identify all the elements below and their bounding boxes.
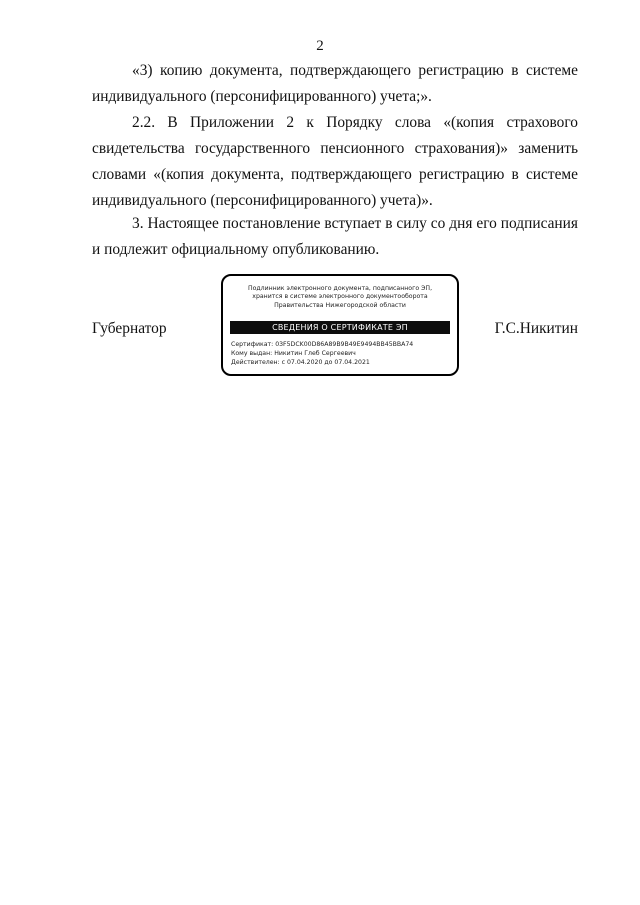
stamp-certificate-bar: СВЕДЕНИЯ О СЕРТИФИКАТЕ ЭП — [230, 321, 450, 334]
signatory-title: Губернатор — [92, 320, 167, 337]
certificate-row — [231, 341, 413, 350]
stamp-header-line-2: хранится в системе электронного документооборота — [252, 293, 428, 301]
paragraph-2-text: 2.2. В Приложении 2 к Порядку слова «(копия страхового свидетельства государственного пенсионного страхования)» заменить словами «(копия документа, подтверждающего регистрацию в системе индивидуального (персонифицированного) учета)». — [92, 114, 578, 209]
paragraph-1-text: «3) копию документа, подтверждающего регистрацию в системе индивидуального (персонифицированного) учета;». — [92, 62, 578, 105]
electronic-signature-stamp — [221, 274, 459, 376]
issued-to-value: Никитин Глеб Сергеевич — [274, 349, 356, 357]
paragraph-1 — [92, 58, 578, 110]
certificate-value: 03F5DCK00D86A89B9B49E9494BB45BBA74 — [275, 341, 414, 348]
stamp-header-line-1: Подлинник электронного документа, подписанного ЭП, — [247, 285, 433, 292]
certificate-label: Сертификат: — [231, 341, 274, 348]
stamp-header-line-3: Правительства Нижегородской области — [274, 301, 406, 309]
page-number: 2 — [316, 38, 324, 54]
stamp-header — [223, 285, 457, 310]
valid-value: с 07.04.2020 до 07.04.2021 — [281, 358, 370, 366]
stamp-certificate-info — [231, 341, 413, 367]
valid-label: Действителен: — [231, 358, 280, 366]
signatory-name: Г.С.Никитин — [494, 320, 578, 337]
paragraph-3 — [92, 211, 578, 263]
paragraph-2 — [92, 110, 578, 214]
issued-to-row — [231, 350, 413, 359]
issued-to-label: Кому выдан: — [231, 349, 273, 357]
paragraph-3-text: 3. Настоящее постановление вступает в силу со дня его подписания и подлежит официальному опубликованию. — [92, 215, 578, 258]
valid-row — [231, 359, 413, 368]
